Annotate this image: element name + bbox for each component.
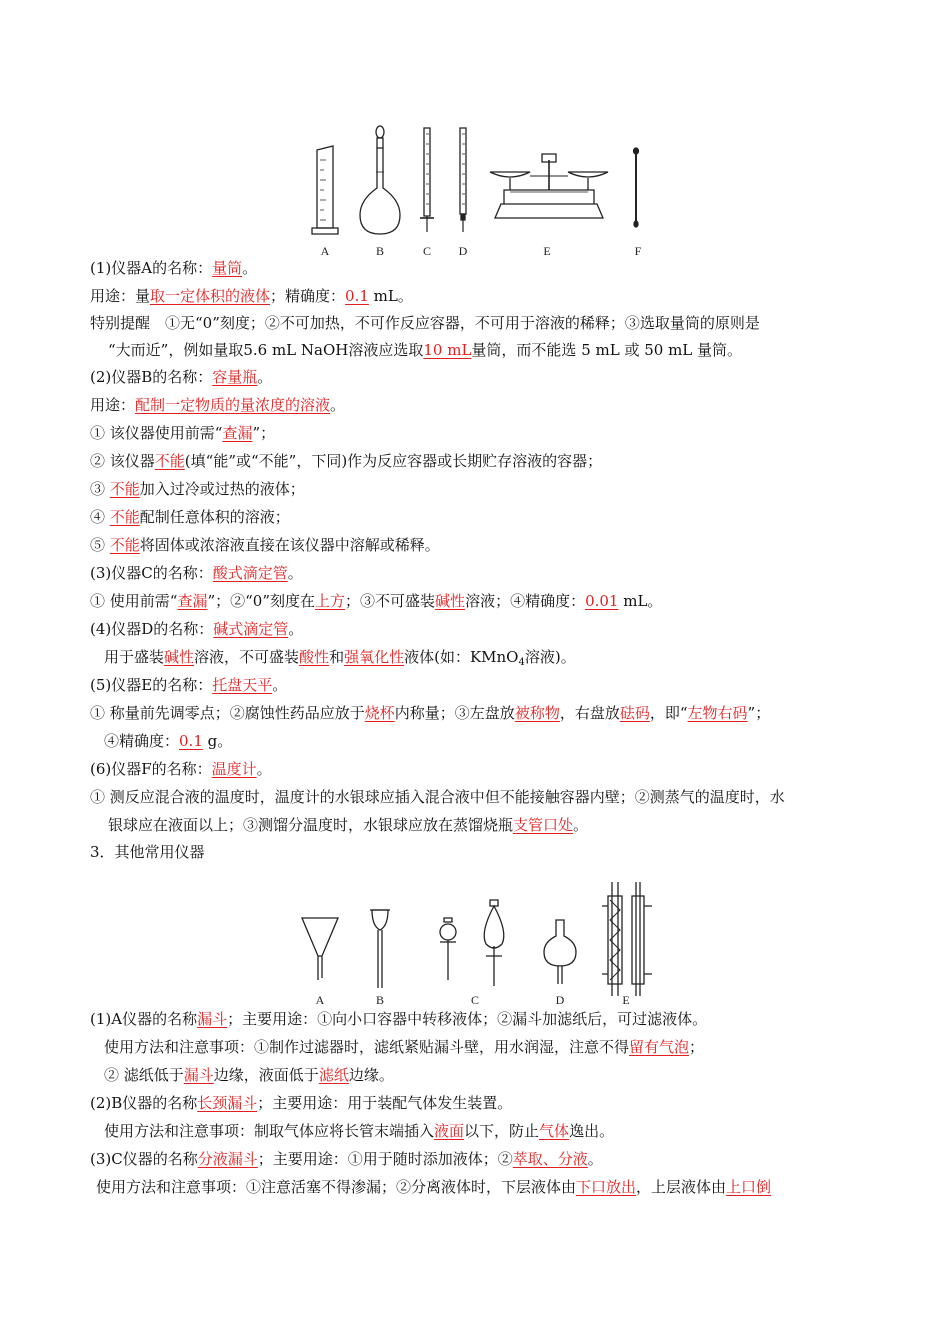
instrument-figure-1 (300, 120, 660, 262)
text-segment: ① 称量前先调零点；②腐蚀性药品应放于 (90, 704, 365, 722)
text-segment: “大而近”，例如量取5.6 mL NaOH溶液应选取 (108, 341, 424, 359)
text-segment: 边缘。 (348, 1066, 394, 1084)
text-line (90, 787, 785, 807)
graduated-cylinder-drawing (312, 146, 338, 234)
text-segment: 和 (329, 648, 345, 666)
answer-blank: 容量瓶 (212, 368, 258, 386)
text-segment: (2)B仪器的名称 (90, 1094, 198, 1112)
text-segment: ⑤ (90, 536, 110, 554)
text-segment: 。 (257, 368, 273, 386)
text-segment: ；精确度： (270, 287, 346, 305)
answer-blank: 量筒 (212, 259, 243, 277)
text-segment: 将固体或浓溶液直接在该仪器中溶解或稀释。 (139, 536, 440, 554)
text-line (96, 1177, 771, 1197)
answer-blank: 上口倒 (726, 1178, 772, 1196)
text-line (104, 1037, 704, 1057)
label-b: B (375, 993, 385, 1007)
answer-blank: 上方 (315, 592, 346, 610)
text-segment: ① 该仪器使用前需“ (90, 424, 223, 442)
text-line (90, 842, 205, 862)
label-d: D (555, 993, 565, 1007)
answer-blank: 碱性 (164, 648, 195, 666)
long-neck-funnel-drawing (370, 910, 390, 988)
text-segment: mL。 (618, 592, 663, 610)
text-segment: ，上层液体由 (636, 1178, 727, 1196)
text-segment: ”；②“0”刻度在 (207, 592, 316, 610)
text-line (90, 479, 305, 499)
text-line (90, 591, 662, 611)
answer-blank: 取一定体积的液体 (150, 287, 271, 305)
answer-blank: 不能 (109, 536, 140, 554)
instrument-figure-2 (290, 876, 660, 1011)
text-segment: 用途： (90, 396, 136, 414)
text-segment: (4)仪器D的名称： (90, 620, 214, 638)
separatory-funnel-drawing (440, 900, 504, 986)
text-line (90, 313, 760, 333)
answer-blank: 漏斗 (183, 1066, 214, 1084)
funnel-drawing (302, 918, 338, 980)
answer-blank: 酸式滴定管 (212, 564, 288, 582)
text-line (104, 1065, 394, 1085)
answer-blank: 查漏 (222, 424, 253, 442)
text-line (108, 815, 588, 835)
answer-blank: 滤纸 (318, 1066, 349, 1084)
text-segment: (5)仪器E的名称： (90, 676, 213, 694)
text-segment: 逸出。 (569, 1122, 615, 1140)
answer-blank: 查漏 (177, 592, 208, 610)
figure1-labels (321, 244, 642, 258)
text-segment: ；主要用途：①用于随时添加液体；② (257, 1150, 513, 1168)
text-line (90, 507, 290, 527)
answer-blank: 分液漏斗 (197, 1150, 258, 1168)
text-segment: 使用方法和注意事项：①注意活塞不得渗漏；②分离液体时，下层液体由 (96, 1178, 577, 1196)
text-segment: ；③不可盛装 (345, 592, 436, 610)
text-segment: ”； (252, 424, 276, 442)
text-segment: 银球应在液面以上；③测馏分温度时，水银球应放在蒸馏烧瓶 (108, 816, 514, 834)
text-segment: ③ (90, 480, 110, 498)
text-line (90, 367, 272, 387)
answer-blank: 砝码 (619, 704, 650, 722)
text-segment: ② 该仪器 (90, 452, 155, 470)
figure2-labels (316, 993, 630, 1007)
answer-blank: 0.1 (179, 732, 203, 750)
label-a: A (320, 244, 330, 258)
text-segment: 使用方法和注意事项：①制作过滤器时，滤纸紧贴漏斗壁，用水润湿，注意不得 (104, 1038, 630, 1056)
answer-blank: 不能 (109, 480, 140, 498)
text-segment: ，右盘放 (559, 704, 620, 722)
thermometer-drawing (634, 148, 639, 227)
text-segment: 配制任意体积的溶液； (139, 508, 290, 526)
condenser-drawing (602, 882, 652, 996)
text-segment: ④ (90, 508, 110, 526)
text-line (90, 395, 345, 415)
text-segment: 量筒，而不能选 5 mL 或 50 mL 量筒。 (471, 341, 743, 359)
label-e: E (543, 244, 551, 258)
answer-blank: 左物右码 (687, 704, 748, 722)
label-b: B (375, 244, 385, 258)
label-a: A (315, 993, 325, 1007)
text-segment: 。 (330, 396, 346, 414)
text-segment: ④精确度： (104, 732, 180, 750)
answer-blank: 液面 (434, 1122, 465, 1140)
text-line (90, 535, 440, 555)
text-segment: ① 测反应混合液的温度时，温度计的水银球应插入混合液中但不能接触容器内壁；②测蒸气的温度时，水 (90, 788, 785, 806)
text-segment: 。 (573, 816, 589, 834)
text-segment: ② 滤纸低于 (104, 1066, 184, 1084)
answer-blank: 酸性 (299, 648, 330, 666)
bulb-funnel-drawing (544, 920, 576, 984)
text-segment: 。 (272, 676, 288, 694)
answer-blank: 不能 (154, 452, 185, 470)
base-burette-drawing (460, 128, 466, 232)
answer-blank: 下口放出 (576, 1178, 637, 1196)
text-segment: 。 (288, 620, 304, 638)
answer-blank: 强氧化性 (344, 648, 405, 666)
text-segment: 溶液)。 (524, 648, 576, 666)
text-segment: 以下，防止 (464, 1122, 540, 1140)
answer-blank: 温度计 (211, 760, 257, 778)
text-segment: 溶液，不可盛装 (194, 648, 300, 666)
text-segment: 液体(如：KMnO (404, 648, 519, 666)
answer-blank: 烧杯 (364, 704, 395, 722)
text-segment: 。 (242, 259, 258, 277)
answer-blank: 支管口处 (513, 816, 574, 834)
text-line (90, 563, 303, 583)
text-line (90, 258, 257, 278)
answer-blank: 留有气泡 (629, 1038, 690, 1056)
answer-blank: 碱式滴定管 (213, 620, 289, 638)
text-line (90, 703, 770, 723)
text-segment: (3)C仪器的名称 (90, 1150, 198, 1168)
answer-blank: 0.01 (585, 592, 619, 610)
answer-blank: 气体 (539, 1122, 570, 1140)
text-segment: ① 使用前需“ (90, 592, 178, 610)
subscript: 4 (518, 657, 525, 668)
acid-burette-drawing (420, 128, 434, 232)
answer-blank: 0.1 (345, 287, 369, 305)
text-segment: ；主要用途：用于装配气体发生装置。 (257, 1094, 513, 1112)
text-segment: 用途：量 (90, 287, 151, 305)
text-segment: 用于盛装 (104, 648, 165, 666)
text-segment: 。 (587, 1150, 603, 1168)
text-segment: g。 (202, 732, 233, 750)
answer-blank: 配制一定物质的量浓度的溶液 (135, 396, 331, 414)
text-segment: 。 (287, 564, 303, 582)
text-line (90, 675, 287, 695)
volumetric-flask-drawing (360, 126, 400, 234)
text-segment: 特别提醒 ①无“0”刻度；②不可加热，不可作反应容器，不可用于溶液的稀释；③选取量筒的原则是 (90, 314, 760, 332)
text-line (90, 1009, 707, 1029)
text-segment: 加入过冷或过热的液体； (139, 480, 305, 498)
text-segment: (1)仪器A的名称： (90, 259, 213, 277)
text-line (90, 619, 303, 639)
platform-balance-drawing (490, 154, 608, 218)
text-segment: (1)A仪器的名称 (90, 1010, 198, 1028)
text-line (90, 1149, 603, 1169)
text-segment: ，即“ (649, 704, 688, 722)
label-c: C (422, 244, 432, 258)
text-line (90, 286, 413, 306)
text-line (104, 1121, 614, 1141)
text-line (90, 759, 272, 779)
text-line (108, 340, 742, 360)
text-segment: (6)仪器F的名称： (90, 760, 212, 778)
text-segment: 溶液；④精确度： (465, 592, 586, 610)
text-segment: (3)仪器C的名称： (90, 564, 213, 582)
label-f: F (634, 244, 642, 258)
answer-blank: 碱性 (435, 592, 466, 610)
text-segment: 使用方法和注意事项：制取气体应将长管末端插入 (104, 1122, 435, 1140)
text-segment: (2)仪器B的名称： (90, 368, 213, 386)
text-segment: ；主要用途：①向小口容器中转移液体；②漏斗加滤纸后，可过滤液体。 (227, 1010, 708, 1028)
answer-blank: 不能 (109, 508, 140, 526)
label-c: C (470, 993, 480, 1007)
text-segment: ”； (747, 704, 771, 722)
answer-blank: 托盘天平 (212, 676, 273, 694)
text-line (90, 1093, 512, 1113)
text-segment: 边缘，液面低于 (213, 1066, 319, 1084)
text-line (104, 731, 232, 751)
answer-blank: 被称物 (514, 704, 560, 722)
text-line (90, 423, 275, 443)
text-segment: 。 (256, 760, 272, 778)
text-line (104, 647, 576, 673)
text-line (90, 451, 602, 471)
text-segment: ； (689, 1038, 705, 1056)
answer-blank: 长颈漏斗 (197, 1094, 258, 1112)
text-segment: (填“能”或“不能”，下同)作为反应容器或长期贮存溶液的容器； (184, 452, 603, 470)
answer-blank: 漏斗 (197, 1010, 228, 1028)
label-d: D (458, 244, 468, 258)
label-e: E (622, 993, 630, 1007)
answer-blank: 萃取、分液 (512, 1150, 588, 1168)
answer-blank: 10 mL (423, 341, 472, 359)
text-segment: mL。 (368, 287, 413, 305)
text-segment: 内称量；③左盘放 (394, 704, 515, 722)
text-segment: 3．其他常用仪器 (90, 843, 205, 861)
